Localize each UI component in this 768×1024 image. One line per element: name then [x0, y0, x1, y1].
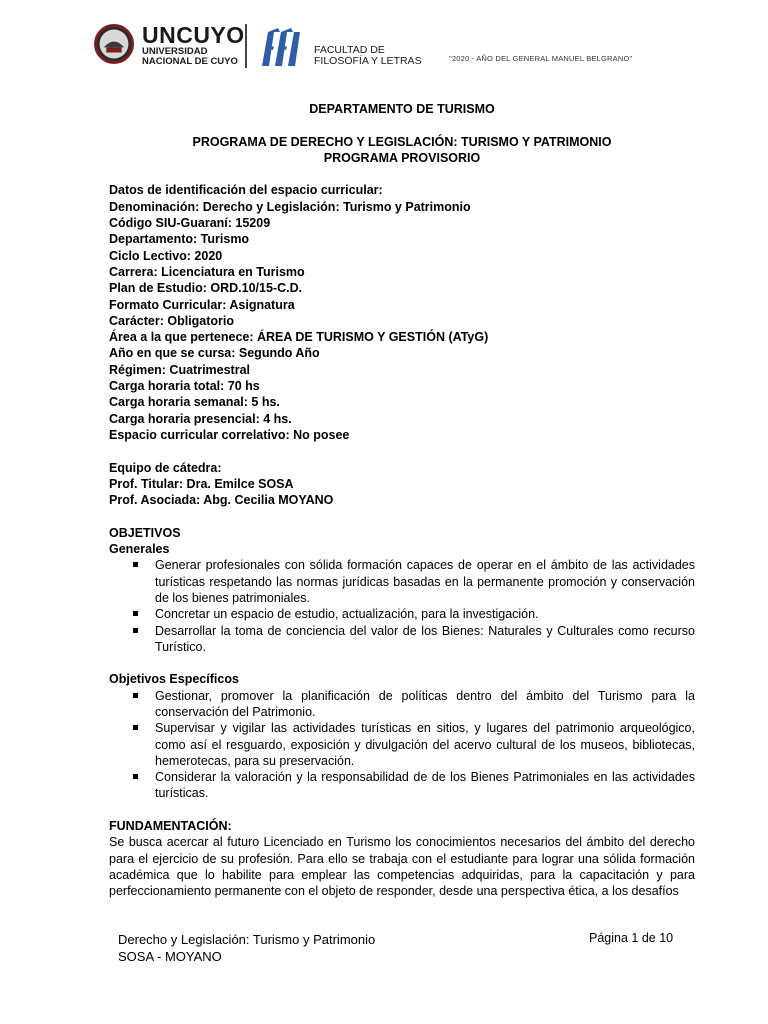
general-objectives-list [109, 557, 695, 655]
department-title: DEPARTAMENTO DE TURISMO [309, 102, 495, 116]
specific-objectives-heading: Objetivos Específicos [109, 672, 239, 687]
specific-objectives-list [109, 688, 695, 802]
list-item: Concretar un espacio de estudio, actualización, para la investigación. [109, 606, 695, 622]
objectives-heading: OBJETIVOS [109, 525, 181, 540]
foundation-paragraph: Se busca acercar al futuro Licenciado en Turismo los conocimientos necesarios del ámbito del derecho para el ejercicio de su profesión. Para ello se trabaja con el estudiante para lograr una sólida formación académica que lo habilite para emplear las competencias adquiridas, para la capacitación y para perfeccionamiento permanente con el objeto de responder, desde una perspectiva ética, a los desafíos [109, 835, 695, 899]
year-slogan: "2020 - AÑO DEL GENERAL MANUEL BELGRANO" [449, 54, 633, 63]
identification-line: Carga horaria semanal: 5 hs. [109, 395, 280, 410]
logo-divider [245, 24, 247, 68]
university-seal-icon [94, 24, 134, 64]
footer-authors: SOSA - MOYANO [118, 949, 222, 964]
list-item: Supervisar y vigilar las actividades turísticas en sitios, y lugares del patrimonio arqueológico, como así el resguardo, exposición y divulgación del acervo cultural de los museos, bibliotecas, hemerotecas, para su preservación. [109, 720, 695, 769]
university-logo-wordmark: UNCUYO [142, 22, 245, 48]
identification-line: Carga horaria total: 70 hs [109, 379, 260, 394]
identification-line: Código SIU-Guaraní: 15209 [109, 216, 271, 231]
identification-line: Régimen: Cuatrimestral [109, 362, 251, 377]
team-block [109, 460, 695, 509]
identification-line: Carácter: Obligatorio [109, 313, 235, 328]
identification-line: Año en que se cursa: Segundo Año [109, 346, 320, 361]
identification-line: Plan de Estudio: ORD.10/15-C.D. [109, 281, 303, 296]
identification-line: Espacio curricular correlativo: No posee [109, 427, 350, 442]
footer-course [118, 931, 375, 965]
identification-line: Departamento: Turismo [109, 232, 250, 247]
page-number: Página 1 de 10 [589, 931, 674, 945]
program-status: PROGRAMA PROVISORIO [323, 150, 481, 165]
list-item: Gestionar, promover la planificación de políticas dentro del ámbito del Turismo para la conservación del Patrimonio. [109, 688, 695, 721]
identification-line: Datos de identificación del espacio curricular: [109, 183, 383, 198]
team-line: Equipo de cátedra: [109, 460, 222, 475]
identification-line: Denominación: Derecho y Legislación: Turismo y Patrimonio [109, 199, 471, 214]
identification-line: Área a la que pertenece: ÁREA DE TURISMO Y GESTIÓN (ATyG) [109, 330, 489, 345]
letterhead [92, 20, 692, 80]
faculty-name: FACULTAD DE FILOSOFÍA Y LETRAS [314, 44, 422, 67]
faculty-logo-icon [258, 26, 304, 68]
list-item: Desarrollar la toma de conciencia del valor de los Bienes: Naturales y Culturales como recurso Turístico. [109, 623, 695, 656]
identification-line: Carga horaria presencial: 4 hs. [109, 411, 292, 426]
foundation-heading: FUNDAMENTACIÓN: [109, 819, 232, 834]
identification-line: Formato Curricular: Asignatura [109, 297, 295, 312]
program-title: PROGRAMA DE DERECHO Y LEGISLACIÓN: TURISMO Y PATRIMONIO [192, 134, 612, 149]
university-subtitle: UNIVERSIDAD NACIONAL DE CUYO [142, 46, 238, 67]
team-line: Prof. Titular: Dra. Emilce SOSA [109, 476, 294, 491]
identification-block [109, 182, 695, 443]
general-objectives-heading: Generales [109, 542, 170, 557]
list-item: Considerar la valoración y la responsabilidad de de los Bienes Patrimoniales en las actividades turísticas. [109, 769, 695, 802]
document-body [109, 101, 695, 900]
footer-course-title: Derecho y Legislación: Turismo y Patrimonio [118, 932, 376, 947]
team-line: Prof. Asociada: Abg. Cecilia MOYANO [109, 493, 334, 508]
identification-line: Carrera: Licenciatura en Turismo [109, 264, 305, 279]
identification-line: Ciclo Lectivo: 2020 [109, 248, 223, 263]
list-item: Generar profesionales con sólida formación capaces de operar en el ámbito de las actividades turísticas respetando las normas jurídicas basadas en la permanente promoción y conservación de los bienes patrimoniales. [109, 557, 695, 606]
